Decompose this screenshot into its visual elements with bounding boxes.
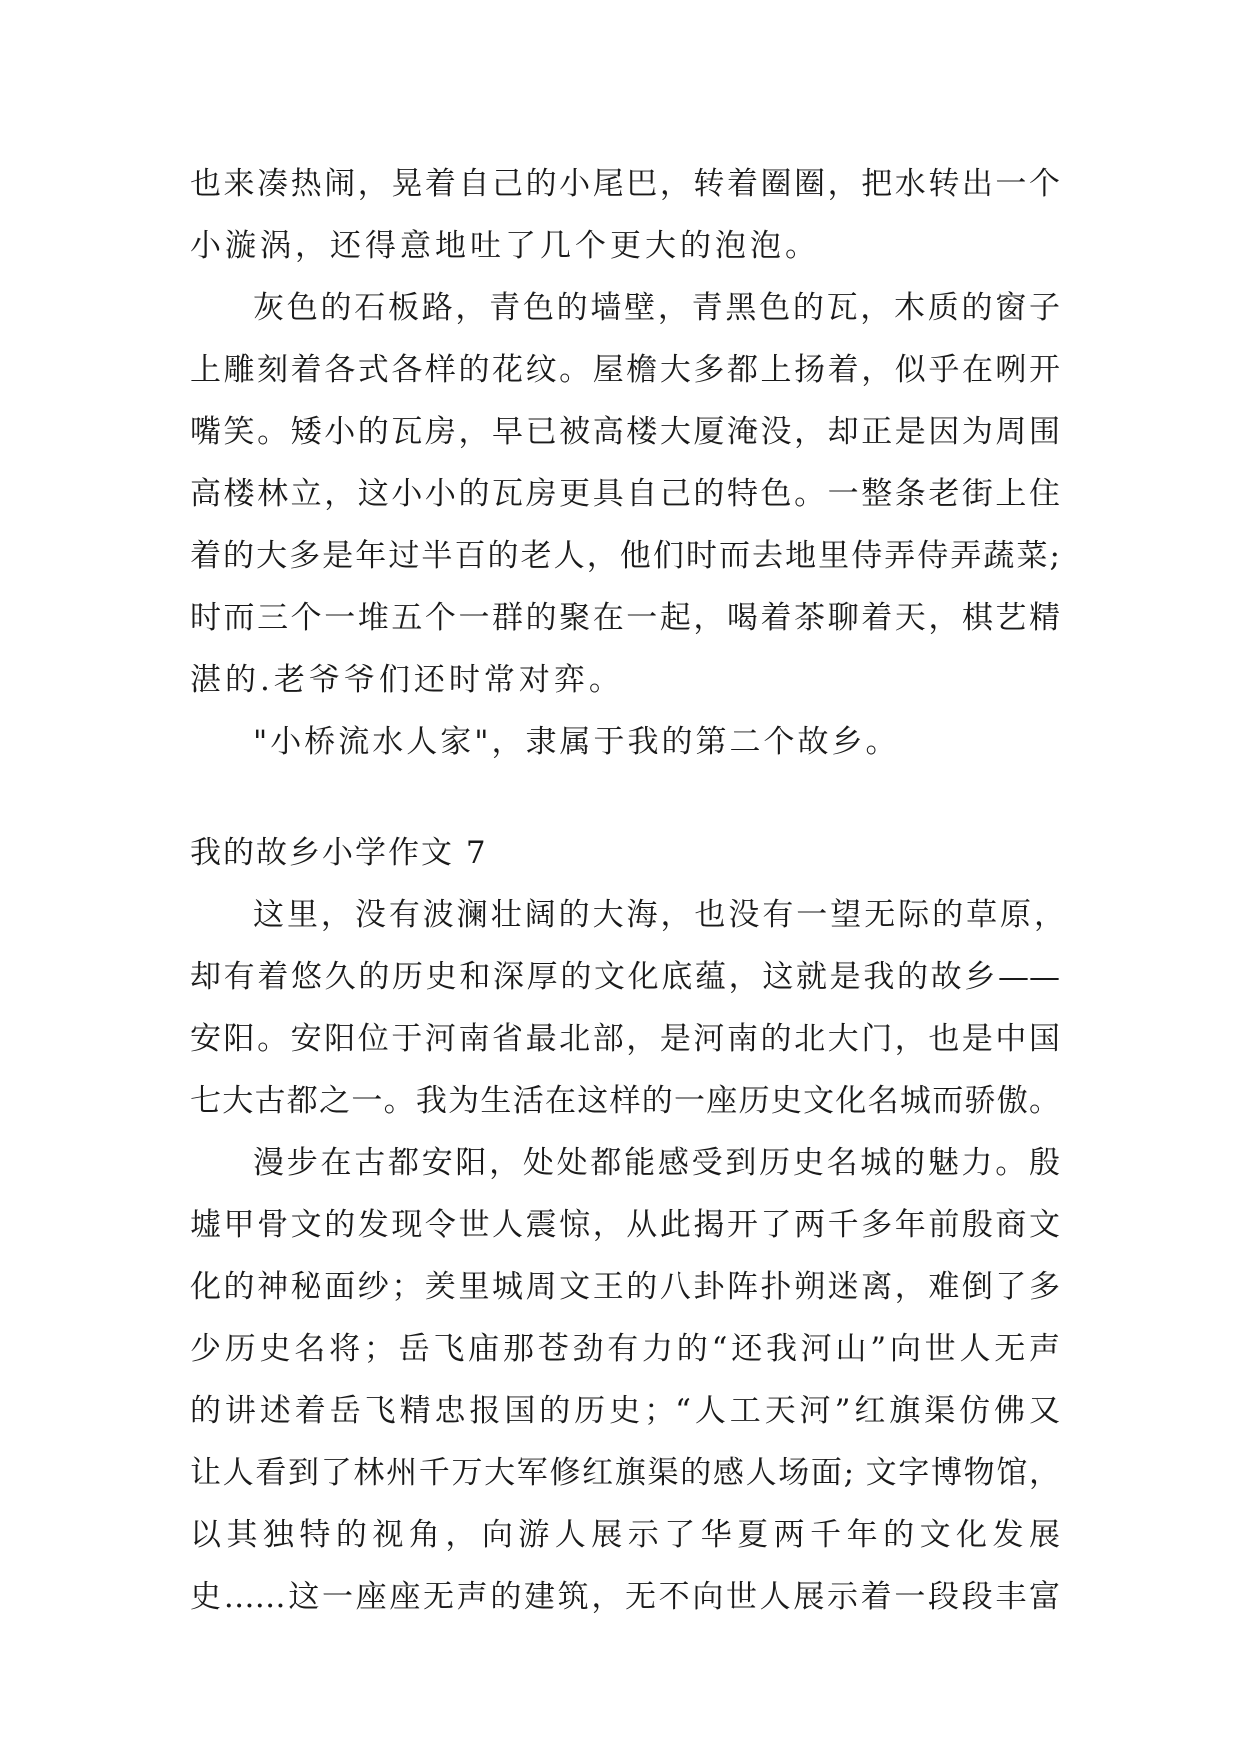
text-line: 让人看到了林州千万大军修红旗渠的感人场面; 文字博物馆，	[190, 1455, 1060, 1491]
text-line: 以其独特的视角，向游人展示了华夏两千年的文化发展	[190, 1517, 1060, 1553]
text-line: 少历史名将；岳飞庙那苍劲有力的“还我河山”向世人无声	[190, 1331, 1060, 1367]
text-line: 的讲述着岳飞精忠报国的历史；“人工天河”红旗渠仿佛又	[190, 1393, 1060, 1429]
text-line: 史……这一座座无声的建筑，无不向世人展示着一段段丰富	[190, 1579, 1060, 1615]
text-line: 这里，没有波澜壮阔的大海，也没有一望无际的草原，	[253, 897, 1065, 933]
text-line: 七大古都之一。我为生活在这样的一座历史文化名城而骄傲。	[190, 1083, 1060, 1119]
text-line: 着的大多是年过半百的老人，他们时而去地里侍弄侍弄蔬菜;	[190, 538, 1060, 574]
text-line: 也来凑热闹，晃着自己的小尾巴，转着圈圈，把水转出一个	[190, 166, 1060, 202]
text-line: 灰色的石板路，青色的墙壁，青黑色的瓦，木质的窗子	[253, 290, 1060, 326]
text-line: 漫步在古都安阳，处处都能感受到历史名城的魅力。殷	[253, 1145, 1060, 1181]
text-line: 安阳。安阳位于河南省最北部，是河南的北大门，也是中国	[190, 1021, 1060, 1057]
text-line: 时而三个一堆五个一群的聚在一起，喝着茶聊着天，棋艺精	[190, 600, 1060, 636]
text-line: 嘴笑。矮小的瓦房，早已被高楼大厦淹没，却正是因为周围	[190, 414, 1060, 450]
text-line: 上雕刻着各式各样的花纹。屋檐大多都上扬着，似乎在咧开	[190, 352, 1060, 388]
text-line: 却有着悠久的历史和深厚的文化底蕴，这就是我的故乡——	[190, 959, 1060, 995]
text-line: 湛的.老爷爷们还时常对弈。	[190, 662, 624, 698]
text-line: 化的神秘面纱；羑里城周文王的八卦阵扑朔迷离，难倒了多	[190, 1269, 1060, 1305]
section-title: 我的故乡小学作文 7	[190, 835, 488, 871]
text-line: 小漩涡，还得意地吐了几个更大的泡泡。	[190, 228, 820, 264]
text-line: "小桥流水人家"，隶属于我的第二个故乡。	[253, 724, 900, 760]
text-line: 高楼林立，这小小的瓦房更具自己的特色。一整条老街上住	[190, 476, 1060, 512]
text-line: 墟甲骨文的发现令世人震惊，从此揭开了两千多年前殷商文	[190, 1207, 1060, 1243]
